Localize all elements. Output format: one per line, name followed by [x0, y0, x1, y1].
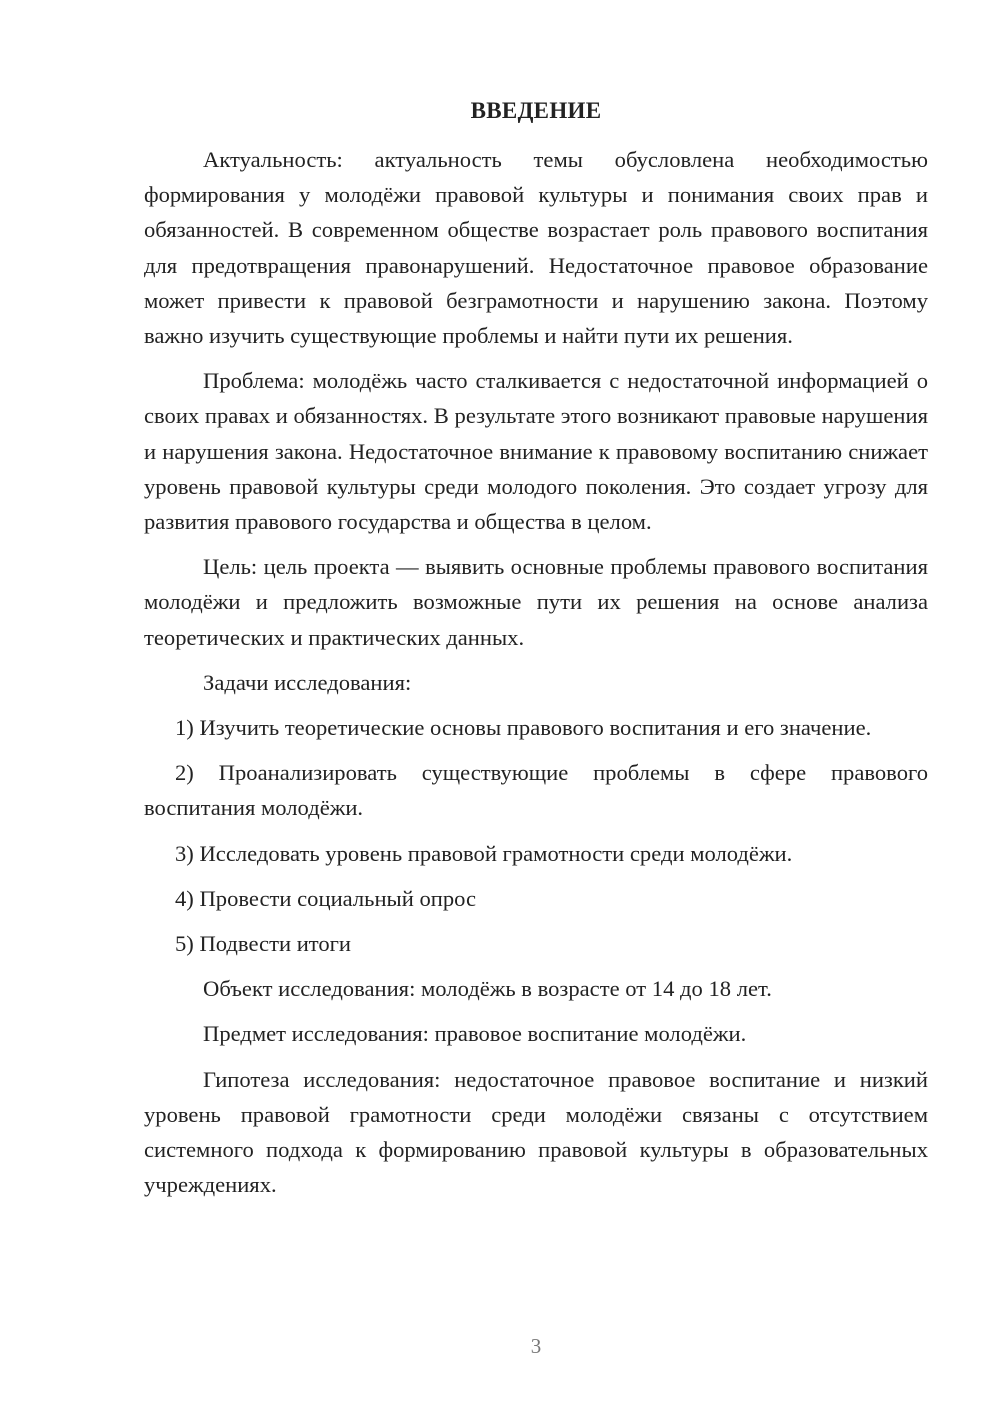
page-title: ВВЕДЕНИЕ — [470, 98, 602, 123]
task-item-5: 5) Подвести итоги — [175, 931, 352, 957]
paragraph-object: Объект исследования: молодёжь в возрасте от 14 до 18 лет. — [203, 976, 772, 1002]
tasks-title: Задачи исследования: — [203, 669, 412, 695]
document-body — [144, 142, 928, 1212]
task-item-1: 1) Изучить теоретические основы правового воспитания и его значение. — [175, 715, 872, 741]
paragraph-goal: Цель: цель проекта — выявить основные проблемы правового воспитания молодёжи и предложить возможные пути их решения на основе анализа теоретических и практических данных. — [144, 554, 928, 650]
paragraph-problem: Проблема: молодёжь часто сталкивается с недостаточной информацией о своих правах и обязанностях. В результате этого возникают правовые нарушения и нарушения закона. Недостаточное внимание к правовому воспитанию снижает уровень правовой культуры среди молодого поколения. Это создает угрозу для развития правового государства и общества в целом. — [144, 368, 928, 535]
task-item-4: 4) Провести социальный опрос — [175, 885, 477, 911]
paragraph-actuality: Актуальность: актуальность темы обусловлена необходимостью формирования у молодёжи правовой культуры и понимания своих прав и обязанностей. В современном обществе возрастает роль правового воспитания для предотвращения правонарушений. Недостаточное правовое образование может привести к правовой безграмотности и нарушению закона. Поэтому важно изучить существующие проблемы и найти пути их решения. — [144, 147, 928, 349]
paragraph-subject: Предмет исследования: правовое воспитание молодёжи. — [203, 1021, 747, 1047]
task-item-3: 3) Исследовать уровень правовой грамотности среди молодёжи. — [175, 840, 793, 866]
paragraph-hypothesis: Гипотеза исследования: недостаточное правовое воспитание и низкий уровень правовой грамотности среди молодёжи связаны с отсутствием системного подхода к формированию правовой культуры в образовательных учреждениях. — [144, 1066, 928, 1198]
page-number: 3 — [530, 1334, 542, 1358]
task-item-2: 2) Проанализировать существующие проблемы в сфере правового воспитания молодёжи. — [144, 760, 928, 821]
